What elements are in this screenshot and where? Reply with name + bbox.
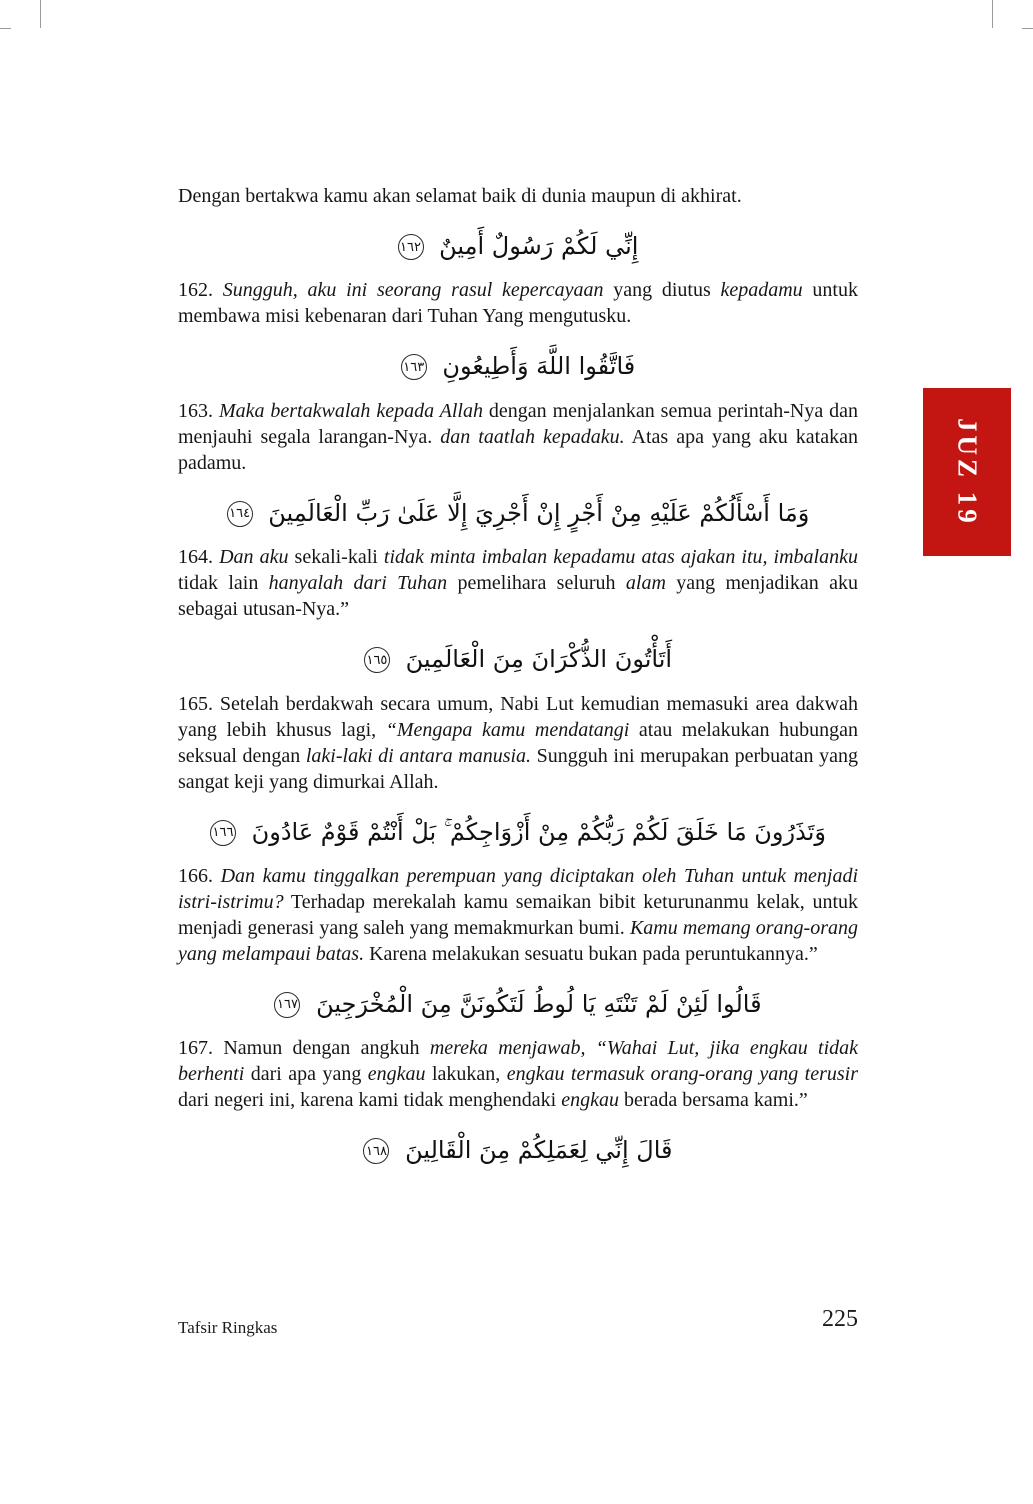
translation-text: dan taatlah kepadaku. [440,425,625,448]
juz-tab [923,388,1011,556]
translation-text: mereka menjawab, “Wahai Lut, jika engkau tidak berhenti [178,1037,859,1086]
arabic-verse-166 [178,813,858,851]
commentary-text: pemelihara seluruh [447,572,626,595]
commentary-text: untuk membawa misi kebenaran dari Tuhan Yang mengutusku. [178,279,858,328]
translation-text: engkau termasuk orang-orang yang terusir [506,1063,858,1086]
commentary-text: lakukan, [425,1063,507,1086]
crop-mark [0,28,11,29]
arabic-verse-167 [178,985,858,1023]
ayah-number-marker: ١٦٥ [364,647,390,673]
arabic-verse-164 [178,494,858,532]
ayah-number-marker: ١٦٨ [363,1138,389,1164]
commentary-text: sekali-kali [288,546,384,569]
crop-mark [1022,28,1033,29]
paragraph-164 [178,544,858,622]
arabic-verse-text: أَتَأْتُونَ الذُّكْرَانَ مِنَ الْعَالَمِينَ [397,645,673,674]
commentary-text: 162. [178,279,223,302]
arabic-verse-text: قَالَ إِنِّي لِعَمَلِكُمْ مِنَ الْقَالِينَ [397,1136,673,1165]
commentary-text: Atas apa yang aku katakan padamu. [178,425,858,474]
commentary-text: yang menjadikan aku sebagai utusan-Nya.” [178,572,858,621]
arabic-verse-text: وَتَذَرُونَ مَا خَلَقَ لَكُمْ رَبُّكُمْ مِنْ أَزْوَاجِكُمْ ۚ بَلْ أَنْتُمْ قَوْمٌ عَادُونَ [244,817,826,846]
juz-tab-label: JUZ 19 [952,417,983,527]
commentary-text: 164. [178,546,220,569]
footer-book-title: Tafsir Ringkas [178,1318,278,1337]
paragraph-165 [178,691,858,795]
ayah-number-marker: ١٦٧ [274,992,300,1018]
crop-mark [992,0,993,28]
arabic-verse-168 [178,1131,858,1169]
translation-text: Dan aku [219,546,289,569]
translation-text: Kamu memang orang-orang yang melampaui batas. [178,916,858,965]
commentary-text: berada bersama kami.” [618,1089,808,1112]
paragraph-167 [178,1035,858,1113]
commentary-text: 167. Namun dengan angkuh [178,1037,430,1060]
commentary-text: Dengan bertakwa kamu akan selamat baik di dunia maupun di akhirat. [178,185,742,207]
translation-text: kepadamu [720,279,803,302]
commentary-text: Terhadap merekalah kamu semaikan bibit keturunanmu kelak, untuk menjadi generasi yang saleh yang memakmurkan bumi. [178,890,858,939]
ayah-number-marker: ١٦٣ [401,354,427,380]
arabic-verse-text: إِنِّي لَكُمْ رَسُولٌ أَمِينٌ [431,232,639,260]
translation-text: Maka bertakwalah kepada Allah [218,399,483,422]
paragraph-162 [178,277,858,329]
translation-text: engkau [561,1089,619,1112]
arabic-verse-text: وَمَا أَسْأَلُكُمْ عَلَيْهِ مِنْ أَجْرٍ إِنْ أَجْرِيَ إِلَّا عَلَىٰ رَبِّ الْعَالَمِينَ [260,498,810,527]
translation-text: laki-laki di antara manusia. [305,744,532,767]
page-number: 225 [822,1306,858,1332]
commentary-text: 165. Setelah berdakwah secara umum, Nabi Lut kemudian memasuki area dakwah yang lebih khusus lagi, [178,692,858,741]
translation-text: “Mengapa kamu mendatangi [385,718,630,741]
arabic-verse-163 [178,347,858,385]
translation-text: tidak minta imbalan kepadamu atas ajakan itu, imbalanku [383,546,858,569]
arabic-verse-162 [178,227,858,265]
paragraph-166 [178,863,858,967]
commentary-text: dengan menjalankan semua perintah-Nya dan menjauhi segala larangan-Nya. [178,399,859,448]
commentary-text: atau melakukan hubungan seksual dengan [178,718,858,767]
crop-mark [40,0,41,28]
paragraph-163 [178,398,858,476]
commentary-text: yang diutus [603,279,721,302]
translation-text: engkau [367,1063,426,1086]
arabic-verse-165 [178,640,858,678]
commentary-text: tidak lain [178,572,269,595]
ayah-number-marker: ١٦٤ [227,501,253,527]
commentary-text: dari negeri ini, karena kami tidak menghendaki [178,1089,562,1112]
translation-text: Dan kamu tinggalkan perempuan yang diciptakan oleh Tuhan untuk menjadi istri-istrimu? [178,864,859,913]
commentary-text: Sungguh ini merupakan perbuatan yang sangat keji yang dimurkai Allah. [178,744,858,793]
arabic-verse-text: قَالُوا لَئِنْ لَمْ تَنْتَهِ يَا لُوطُ لَتَكُونَنَّ مِنَ الْمُخْرَجِينَ [308,989,762,1018]
commentary-text: dari apa yang [244,1063,368,1086]
commentary-text: 163. [178,399,219,422]
arabic-verse-text: فَاتَّقُوا اللَّهَ وَأَطِيعُونِ [434,352,636,381]
commentary-text: Karena melakukan sesuatu bukan pada peruntukannya.” [364,942,818,965]
translation-text: Sungguh, aku ini seorang rasul kepercayaan [222,279,604,302]
ayah-number-marker: ١٦٦ [210,820,236,846]
page-content [178,183,858,1182]
translation-text: alam [625,572,666,595]
translation-text: hanyalah dari Tuhan [268,572,448,595]
intro-paragraph [178,183,858,209]
commentary-text: 166. [178,864,221,887]
ayah-number-marker: ١٦٢ [398,234,424,260]
